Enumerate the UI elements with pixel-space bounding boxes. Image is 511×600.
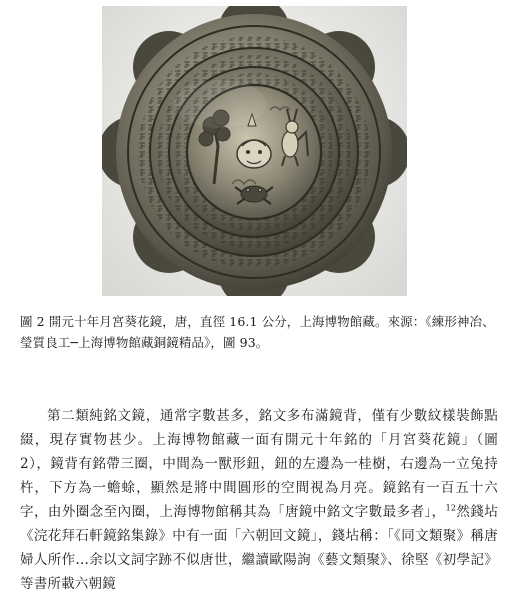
bronze-mirror-photo: [102, 6, 407, 296]
paragraph-text-after-note: 然錢坫《浣花拜石軒鏡銘集錄》中有一面「六朝回文鏡」，錢坫稱：「《同文類聚》稱唐婦人所作…余以文詞字跡不似唐世，繼讀歐陽詢《藝文類聚》、徐堅《初學記》等書所載六朝鏡: [20, 504, 498, 592]
body-paragraph: [20, 404, 498, 596]
mirror-illustration: [102, 6, 407, 296]
figure-caption: 圖 2 開元十年月宮葵花鏡，唐，直徑 16.1 公分，上海博物館藏。來源：《練形神冶、瑩質良工─上海博物館藏銅鏡精品》，圖 93。: [20, 314, 495, 350]
paragraph-text-before-note: 第二類純銘文鏡，通常字數甚多，銘文多布滿鏡背，僅有少數紋樣裝飾點綴，現存實物甚少。上海博物館藏一面有開元十年銘的「月宮葵花鏡」（圖 2），鏡背有銘帶三圈，中間為一獸形鈕，鈕的左邊為一桂樹，右邊為一立兔持杵，下方為一蟾蜍，顯然是將中間圓形的空間視為月亮。鏡銘有一百五十六字，由外圈念至內圈，上海博物館稱其為「唐鏡中銘文字數最多者」，: [20, 408, 498, 520]
footnote-marker[interactable]: 12: [445, 503, 457, 513]
